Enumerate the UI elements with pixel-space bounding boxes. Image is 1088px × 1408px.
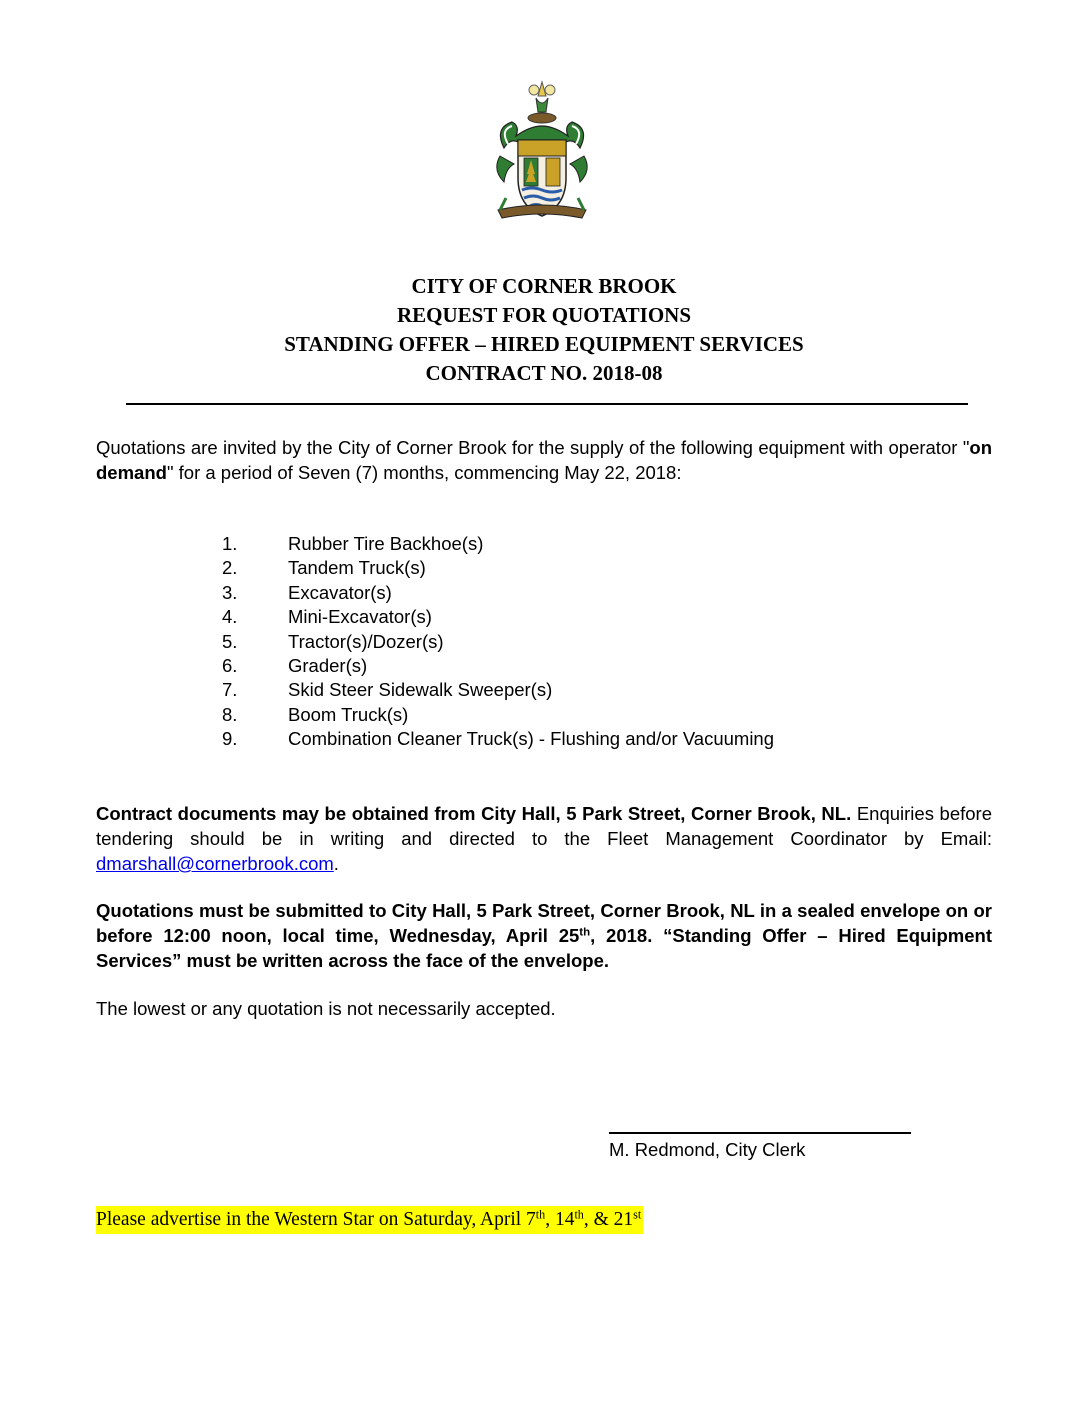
heading-city: CITY OF CORNER BROOK (411, 274, 677, 298)
date-suffix: th (574, 1207, 584, 1222)
equipment-list (222, 532, 774, 752)
list-item-label: Grader(s) (288, 654, 368, 676)
disclaimer-paragraph: The lowest or any quotation is not necessarily accepted. (96, 998, 556, 1019)
document-heading (96, 272, 992, 388)
list-item-label: Rubber Tire Backhoe(s) (288, 533, 484, 554)
date-suffix: th (535, 1207, 546, 1222)
contract-documents-end: . (846, 803, 852, 824)
heading-contract-number: CONTRACT NO. 2018-08 (425, 361, 663, 385)
list-item (222, 654, 774, 678)
advert-text: , & 21 (583, 1209, 634, 1230)
list-item-label: Tandem Truck(s) (288, 557, 426, 579)
submission-text: Quotations must be submitted to City Hall, 5 Park Street, Corner Brook, NL in a sealed envelope on or before 12:00 noon, local time, Wednesday, April 25 (96, 900, 992, 946)
list-item-label: Tractor(s)/Dozer(s) (288, 630, 444, 652)
list-item-number: 7. (222, 679, 238, 701)
submission-paragraph (96, 898, 992, 973)
signature-line (609, 1132, 911, 1134)
submission-text-end: , 2018. “Standing Offer – Hired Equipment Services” must be written across the face of the envelope. (96, 925, 992, 971)
list-item (222, 703, 774, 727)
list-item-number: 4. (222, 606, 238, 628)
list-item (222, 556, 774, 580)
list-item-label: Combination Cleaner Truck(s) - Flushing and/or Vacuuming (288, 728, 775, 750)
list-item-label: Boom Truck(s) (288, 703, 409, 725)
list-item-number: 1. (222, 533, 238, 554)
contract-paragraph (96, 801, 992, 876)
enquiries-end: . (333, 853, 339, 874)
list-item (222, 630, 774, 654)
date-suffix: st (633, 1207, 642, 1222)
list-item (222, 581, 774, 605)
heading-request: REQUEST FOR QUOTATIONS (396, 303, 692, 327)
heading-standing-offer: STANDING OFFER – HIRED EQUIPMENT SERVICES (284, 332, 804, 356)
list-item-number: 2. (222, 557, 238, 579)
list-item-number: 9. (222, 728, 238, 750)
list-item (222, 678, 774, 702)
list-item-number: 6. (222, 654, 238, 676)
list-item-label: Excavator(s) (288, 581, 392, 603)
city-coat-of-arms-icon (490, 78, 594, 222)
list-item (222, 605, 774, 629)
list-item-number: 8. (222, 703, 238, 725)
list-item-label: Skid Steer Sidewalk Sweeper(s) (288, 679, 553, 701)
intro-emphasis: on demand (96, 437, 992, 483)
list-item-number: 3. (222, 581, 238, 603)
advert-text: , 14 (545, 1209, 575, 1230)
list-item-label: Mini-Excavator(s) (288, 606, 432, 628)
email-link[interactable]: dmarshall@cornerbrook.com (96, 853, 334, 874)
enquiries-text: Enquiries before tendering should be in writing and directed to the Fleet Management Coordinator by Email: (96, 803, 992, 849)
list-item (222, 727, 774, 751)
intro-text-end: " for a period of Seven (7) months, commencing May 22, 2018: (166, 462, 682, 483)
intro-paragraph (96, 435, 992, 485)
intro-text: Quotations are invited by the City of Corner Brook for the supply of the following equipment with operator " (96, 437, 970, 458)
list-item-number: 5. (222, 630, 238, 652)
heading-divider (126, 403, 968, 405)
list-item (222, 532, 774, 556)
signatory-name: M. Redmond, City Clerk (609, 1139, 806, 1160)
contract-documents-text: Contract documents may be obtained from City Hall, 5 Park Street, Corner Brook, NL (96, 803, 847, 824)
advertising-note (96, 1206, 643, 1234)
date-suffix: th (579, 926, 591, 939)
advert-text: Please advertise in the Western Star on Saturday, April 7 (96, 1209, 536, 1230)
